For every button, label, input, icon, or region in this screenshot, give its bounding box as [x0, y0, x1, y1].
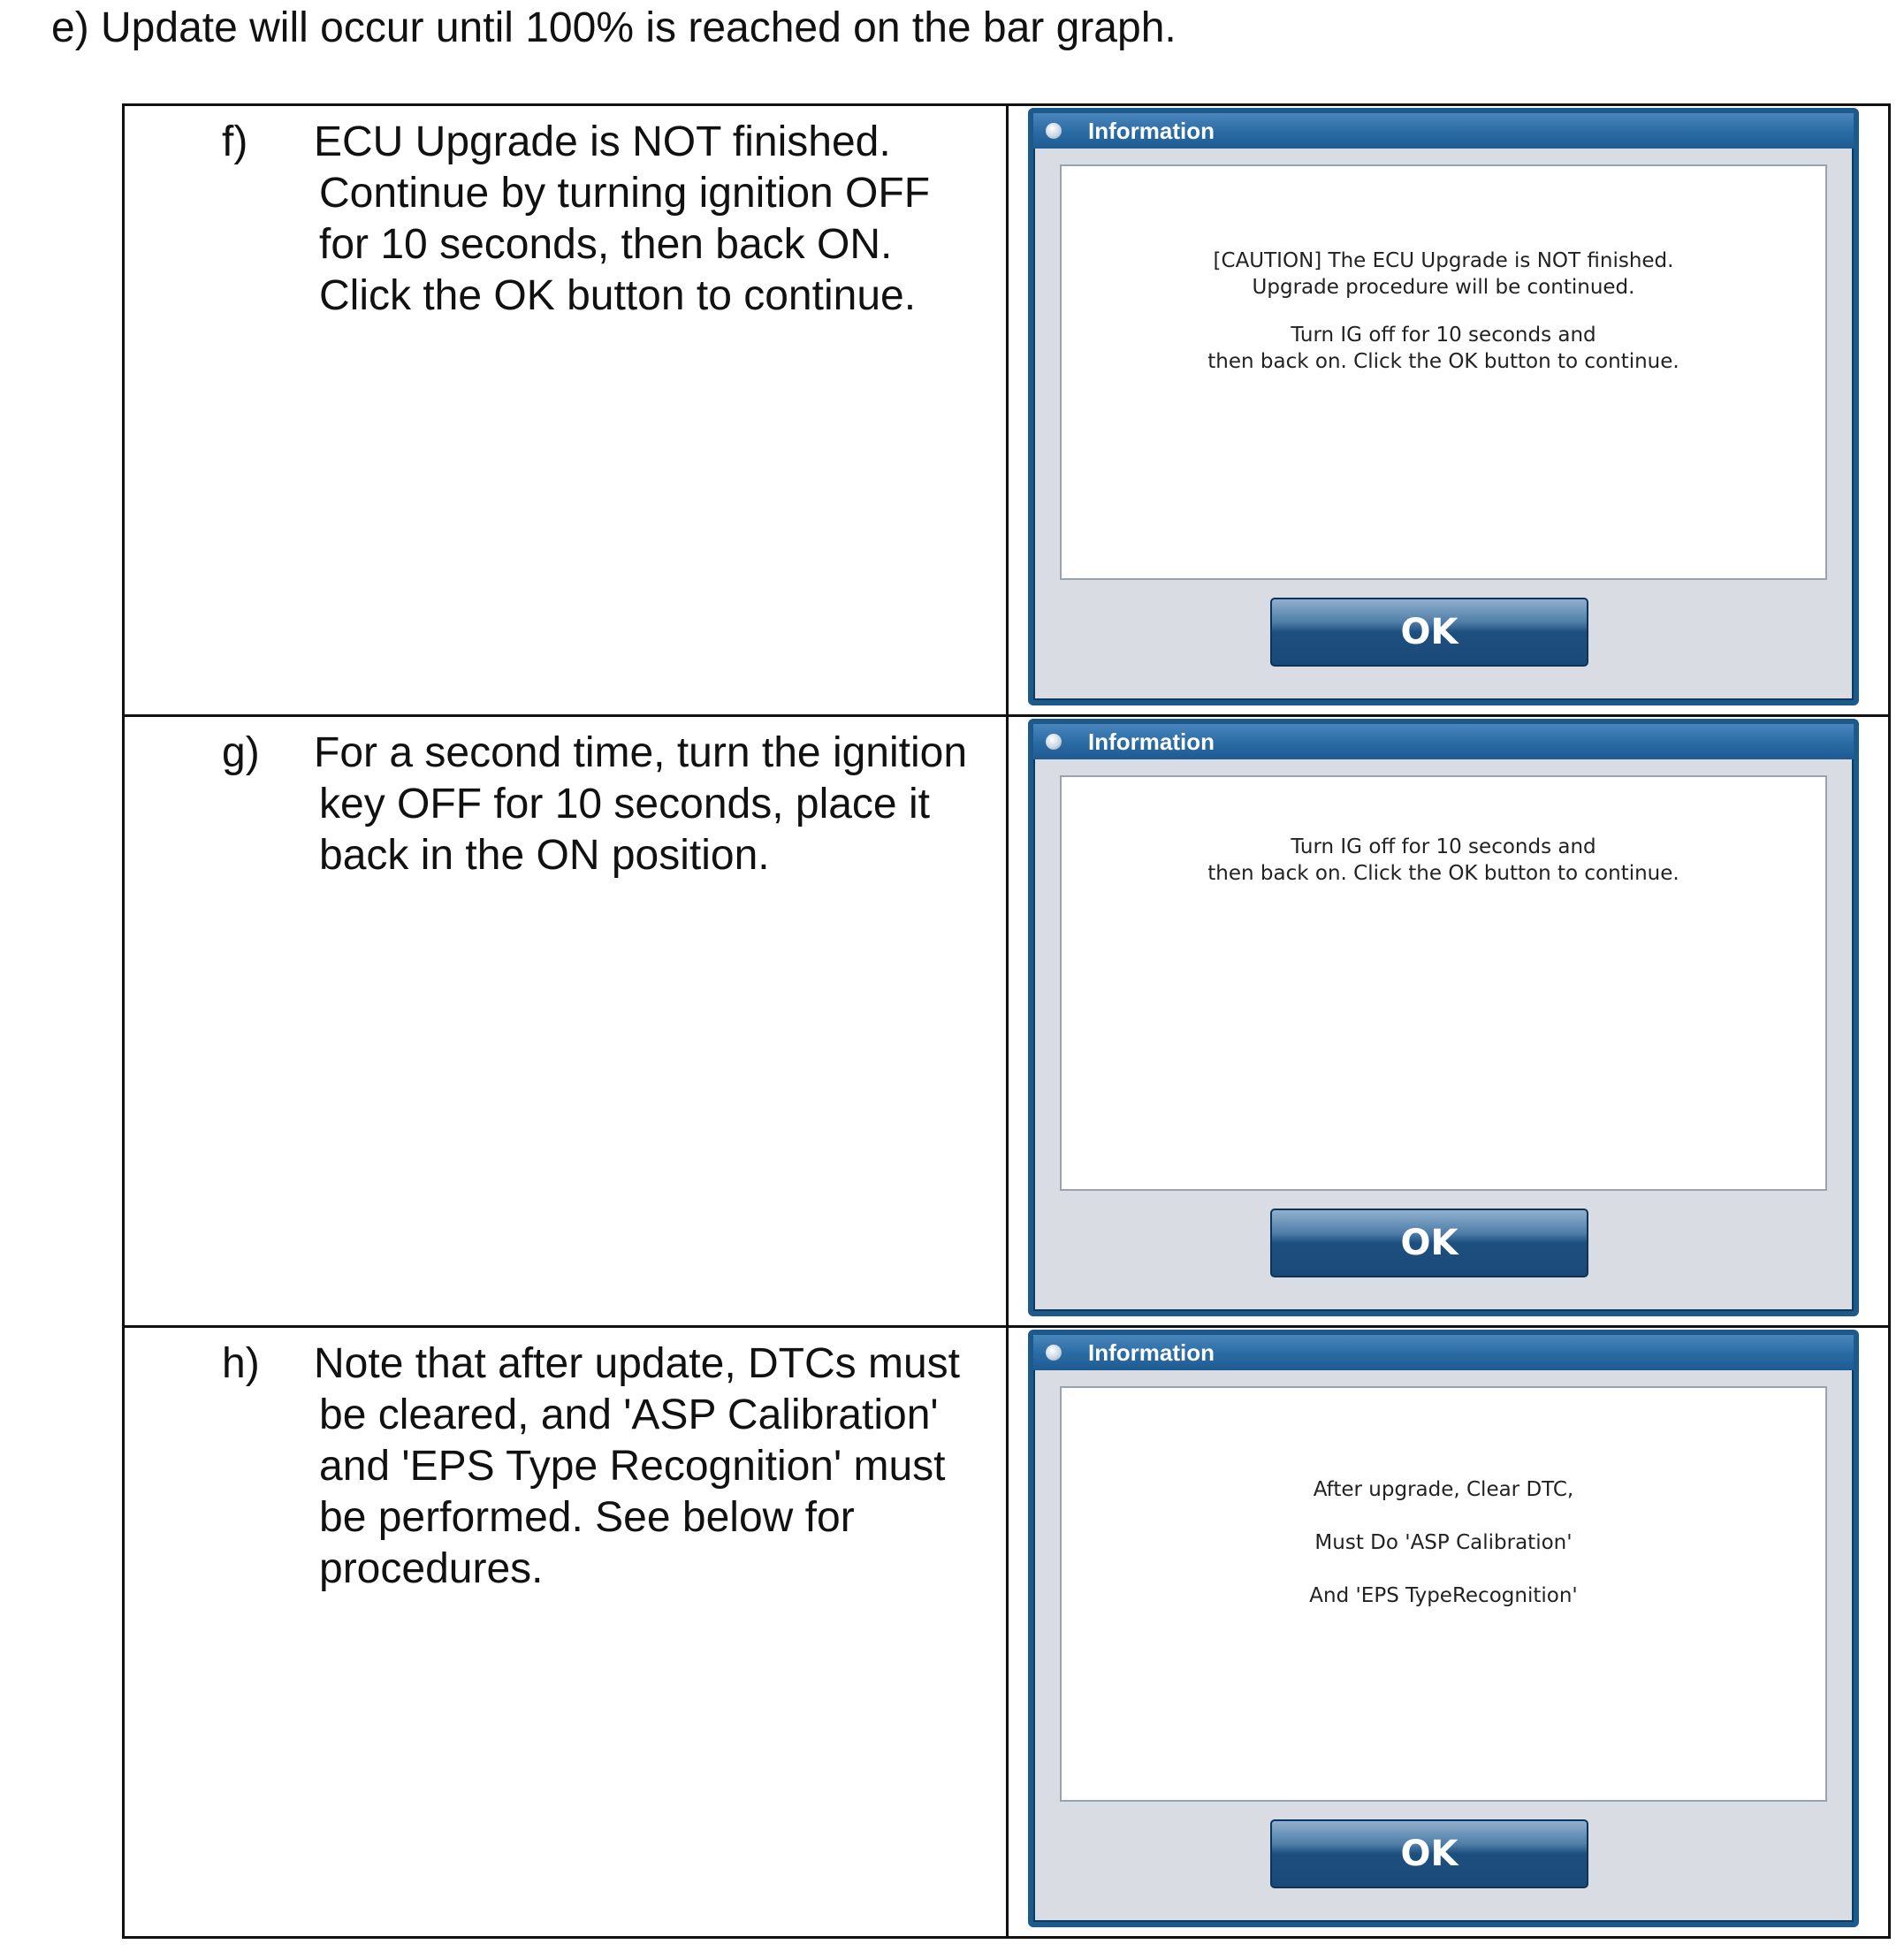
step-instructions: ECU Upgrade is NOT finished. Continue by turning ignition OFF for 10 seconds, then back ON. Click the OK button to continue. — [314, 118, 931, 319]
dialog-title: Information — [1088, 117, 1215, 144]
dialog-titlebar — [1033, 724, 1854, 759]
dialog-message: [CAUTION] The ECU Upgrade is NOT finished. Upgrade procedure will be continued. — [1213, 249, 1674, 299]
information-dialog — [1028, 719, 1859, 1316]
ok-button[interactable]: OK — [1270, 1209, 1588, 1277]
ok-button[interactable]: OK — [1270, 598, 1588, 667]
step-instructions: Note that after update, DTCs must be cleared, and 'ASP Calibration' and 'EPS Type Recognition' must be performed. See below for procedures. — [314, 1340, 960, 1592]
step-label: h) — [222, 1340, 260, 1387]
step-text-cell — [124, 1327, 1008, 1938]
step-label: f) — [222, 118, 248, 165]
information-dialog — [1028, 1330, 1859, 1927]
step-text-cell — [124, 105, 1008, 716]
screenshot-cell — [1008, 716, 1890, 1327]
dialog-message: After upgrade, Clear DTC, — [1313, 1478, 1574, 1501]
ok-button[interactable]: OK — [1270, 1819, 1588, 1888]
screenshot-cell — [1008, 1327, 1890, 1938]
steps-table — [122, 103, 1891, 1939]
info-window-icon — [1046, 123, 1062, 139]
intro-step-e: e) Update will occur until 100% is reached on the bar graph. — [51, 4, 1177, 51]
dialog-message-box — [1060, 164, 1827, 580]
step-row-f — [124, 105, 1890, 716]
dialog-message: Must Do 'ASP Calibration' — [1314, 1531, 1573, 1554]
dialog-message: And 'EPS TypeRecognition' — [1309, 1584, 1578, 1607]
dialog-titlebar — [1033, 113, 1854, 149]
information-dialog — [1028, 108, 1859, 705]
step-text-cell — [124, 716, 1008, 1327]
step-instructions: For a second time, turn the ignition key OFF for 10 seconds, place it back in the ON position. — [314, 729, 968, 879]
screenshot-cell — [1008, 105, 1890, 716]
dialog-message-box — [1060, 775, 1827, 1191]
step-row-g — [124, 716, 1890, 1327]
step-label: g) — [222, 729, 260, 776]
dialog-title: Information — [1088, 728, 1215, 755]
step-row-h — [124, 1327, 1890, 1938]
dialog-title: Information — [1088, 1338, 1215, 1366]
info-window-icon — [1046, 1345, 1062, 1361]
dialog-message-box — [1060, 1386, 1827, 1802]
dialog-message: Turn IG off for 10 seconds and then back on. Click the OK button to continue. — [1207, 324, 1679, 373]
info-window-icon — [1046, 734, 1062, 750]
dialog-message: Turn IG off for 10 seconds and then back on. Click the OK button to continue. — [1207, 835, 1679, 885]
dialog-titlebar — [1033, 1335, 1854, 1370]
